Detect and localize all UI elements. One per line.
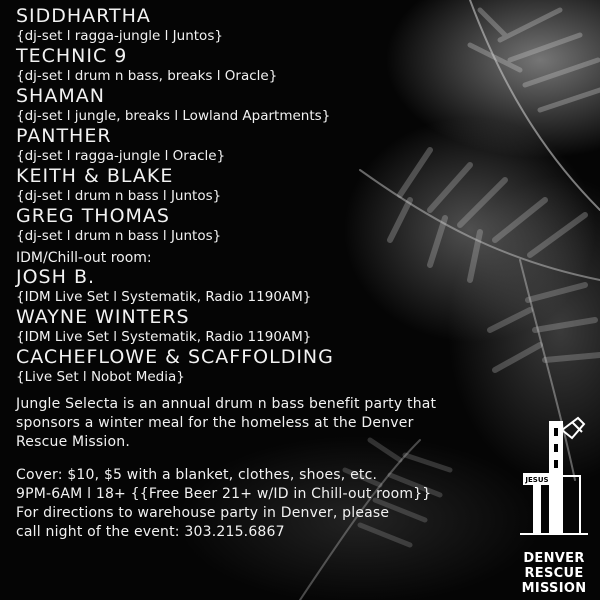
artist-name: PANTHER <box>16 125 112 147</box>
event-description <box>16 395 576 452</box>
artist-entry <box>16 126 576 165</box>
artist-name: JOSH B. <box>16 266 96 288</box>
directions-note: For directions to warehouse party in Denver, please <box>16 505 390 521</box>
artist-name: KEITH & BLAKE <box>16 165 174 187</box>
logo-text <box>514 551 594 596</box>
logo-line: RESCUE <box>524 566 584 581</box>
artist-name: SIDDHARTHA <box>16 5 151 27</box>
description-line: Rescue Mission. <box>16 434 130 450</box>
flyer-text <box>16 6 576 542</box>
artist-detail: {Live Set l Nobot Media} <box>16 369 185 385</box>
cover-price: Cover: $10, $5 with a blanket, clothes, shoes, etc. <box>16 467 378 483</box>
artist-detail: {dj-set l drum n bass l Juntos} <box>16 188 222 204</box>
description-line: sponsors a winter meal for the homeless at the Denver <box>16 415 414 431</box>
artist-entry <box>16 46 576 85</box>
event-hours: 9PM-6AM l 18+ {{Free Beer 21+ w/ID in Chill-out room}} <box>16 486 432 502</box>
artist-entry <box>16 347 576 386</box>
artist-detail: {dj-set l drum n bass l Juntos} <box>16 228 222 244</box>
artist-name: TECHNIC 9 <box>16 45 128 67</box>
mission-building-icon <box>520 416 588 544</box>
denver-rescue-mission-logo <box>514 416 594 596</box>
artist-detail: {dj-set l ragga-jungle l Oracle} <box>16 148 226 164</box>
artist-entry <box>16 6 576 45</box>
artist-name: SHAMAN <box>16 85 105 107</box>
chill-room-heading: IDM/Chill-out room: <box>16 250 152 266</box>
artist-name: CACHEFLOWE & SCAFFOLDING <box>16 346 334 368</box>
artist-entry <box>16 86 576 125</box>
artist-detail: {dj-set l drum n bass, breaks l Oracle} <box>16 68 278 84</box>
phone-number: call night of the event: 303.215.6867 <box>16 524 285 540</box>
logo-line: DENVER <box>523 551 585 566</box>
event-info <box>16 466 576 542</box>
artist-entry <box>16 267 576 306</box>
artist-detail: {IDM Live Set l Systematik, Radio 1190AM} <box>16 329 312 345</box>
logo-line: MISSION <box>521 581 587 596</box>
lineup <box>16 6 576 245</box>
artist-detail: {IDM Live Set l Systematik, Radio 1190AM} <box>16 289 312 305</box>
artist-entry <box>16 307 576 346</box>
artist-entry <box>16 206 576 245</box>
artist-name: GREG THOMAS <box>16 205 170 227</box>
artist-detail: {dj-set l ragga-jungle l Juntos} <box>16 28 223 44</box>
artist-name: WAYNE WINTERS <box>16 306 190 328</box>
sign-text: JESUS <box>525 476 549 484</box>
artist-detail: {dj-set l jungle, breaks l Lowland Apartments} <box>16 108 331 124</box>
chill-room-lineup <box>16 267 576 386</box>
artist-entry <box>16 166 576 205</box>
description-line: Jungle Selecta is an annual drum n bass benefit party that <box>16 396 437 412</box>
